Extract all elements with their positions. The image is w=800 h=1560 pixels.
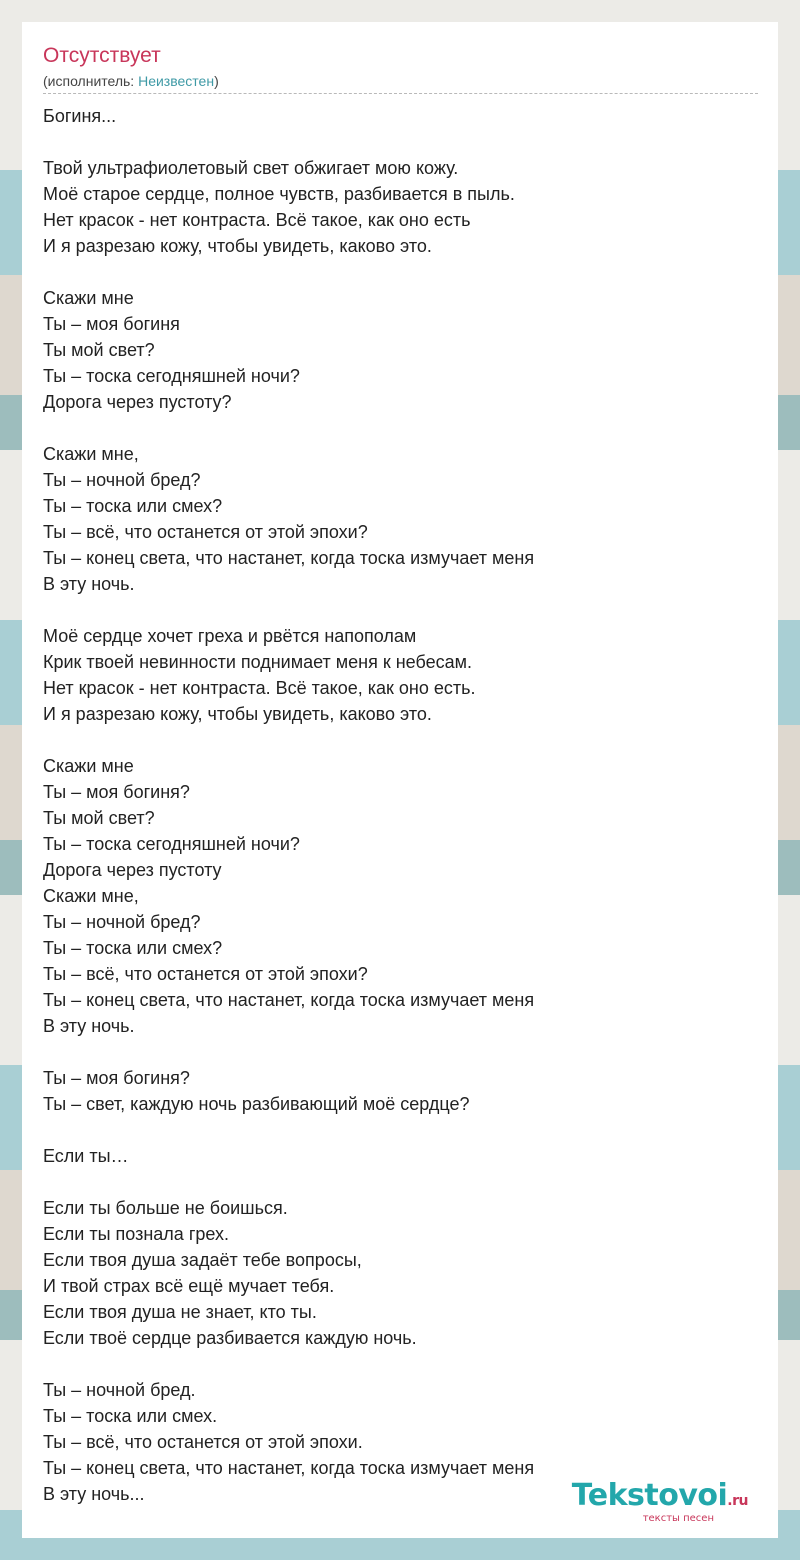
artist-line xyxy=(43,73,219,89)
lyrics-text xyxy=(43,103,763,1507)
lyric-line: Ты мой свет? xyxy=(43,340,155,360)
lyric-line: В эту ночь. xyxy=(43,1016,135,1036)
stanza-break xyxy=(43,1351,763,1377)
lyric-line: Ты – конец света, что настанет, когда тоска измучает меня xyxy=(43,990,535,1010)
lyric-line: Ты – всё, что останется от этой эпохи? xyxy=(43,964,368,984)
lyric-line: Если ты… xyxy=(43,1146,129,1166)
lyric-line: Скажи мне xyxy=(43,288,134,308)
stanza-break xyxy=(43,1169,763,1195)
lyric-line: Моё сердце хочет греха и рвётся напополам xyxy=(43,626,417,646)
lyric-line: И я разрезаю кожу, чтобы увидеть, каково это. xyxy=(43,236,432,256)
lyric-line: Скажи мне, xyxy=(43,444,139,464)
logo-name: Tekstovoi xyxy=(571,1478,728,1513)
stanza-break xyxy=(43,1117,763,1143)
lyric-line: Ты – тоска сегодняшней ночи? xyxy=(43,834,300,854)
lyric-line: Если ты больше не боишься. xyxy=(43,1198,288,1218)
lyric-line: Ты – ночной бред? xyxy=(43,912,201,932)
lyric-line: Ты – ночной бред? xyxy=(43,470,201,490)
lyric-line: Ты – всё, что останется от этой эпохи. xyxy=(43,1432,363,1452)
lyric-line: Дорога через пустоту? xyxy=(43,392,232,412)
lyric-line: В эту ночь... xyxy=(43,1484,145,1504)
lyric-line: Ты мой свет? xyxy=(43,808,155,828)
site-logo[interactable] xyxy=(572,1480,748,1524)
lyric-line: И твой страх всё ещё мучает тебя. xyxy=(43,1276,335,1296)
lyric-line: Скажи мне, xyxy=(43,886,139,906)
logo-tagline: тексты песен xyxy=(642,1513,714,1524)
lyric-line: Ты – тоска или смех? xyxy=(43,496,223,516)
artist-suffix: ) xyxy=(214,73,219,89)
lyrics-card xyxy=(22,22,778,1538)
lyric-line: Скажи мне xyxy=(43,756,134,776)
lyric-line: Если ты познала грех. xyxy=(43,1224,230,1244)
lyric-line: Твой ультрафиолетовый свет обжигает мою кожу. xyxy=(43,158,459,178)
lyric-line: Моё старое сердце, полное чувств, разбивается в пыль. xyxy=(43,184,515,204)
stanza-break xyxy=(43,129,763,155)
lyric-line: Ты – тоска или смех. xyxy=(43,1406,218,1426)
lyric-line: Ты – всё, что останется от этой эпохи? xyxy=(43,522,368,542)
lyric-line: Нет красок - нет контраста. Всё такое, как оно есть. xyxy=(43,678,476,698)
stanza-break xyxy=(43,597,763,623)
stanza-break xyxy=(43,259,763,285)
lyric-line: Ты – моя богиня xyxy=(43,314,180,334)
lyric-line: Богиня... xyxy=(43,106,117,126)
lyric-line: Ты – конец света, что настанет, когда тоска измучает меня xyxy=(43,548,535,568)
lyric-line: Ты – тоска или смех? xyxy=(43,938,223,958)
artist-prefix: (исполнитель: xyxy=(43,73,139,89)
lyric-line: Если твоя душа не знает, кто ты. xyxy=(43,1302,317,1322)
stanza-break xyxy=(43,727,763,753)
title-divider xyxy=(43,93,758,94)
logo-tld: .ru xyxy=(727,1493,748,1509)
lyric-line: Нет красок - нет контраста. Всё такое, как оно есть xyxy=(43,210,471,230)
song-title: Отсутствует xyxy=(43,44,161,67)
stanza-break xyxy=(43,415,763,441)
lyric-line: Ты – свет, каждую ночь разбивающий моё сердце? xyxy=(43,1094,470,1114)
lyric-line: Ты – конец света, что настанет, когда тоска измучает меня xyxy=(43,1458,535,1478)
lyric-line: И я разрезаю кожу, чтобы увидеть, каково это. xyxy=(43,704,432,724)
lyric-line: Ты – тоска сегодняшней ночи? xyxy=(43,366,300,386)
lyric-line: Крик твоей невинности поднимает меня к небесам. xyxy=(43,652,472,672)
lyric-line: Если твоя душа задаёт тебе вопросы, xyxy=(43,1250,362,1270)
lyric-line: Если твоё сердце разбивается каждую ночь. xyxy=(43,1328,417,1348)
stanza-break xyxy=(43,1039,763,1065)
lyric-line: Дорога через пустоту xyxy=(43,860,222,880)
artist-link[interactable]: Неизвестен xyxy=(138,73,215,89)
lyric-line: Ты – моя богиня? xyxy=(43,782,190,802)
lyric-line: В эту ночь. xyxy=(43,574,135,594)
lyric-line: Ты – моя богиня? xyxy=(43,1068,190,1088)
lyric-line: Ты – ночной бред. xyxy=(43,1380,196,1400)
